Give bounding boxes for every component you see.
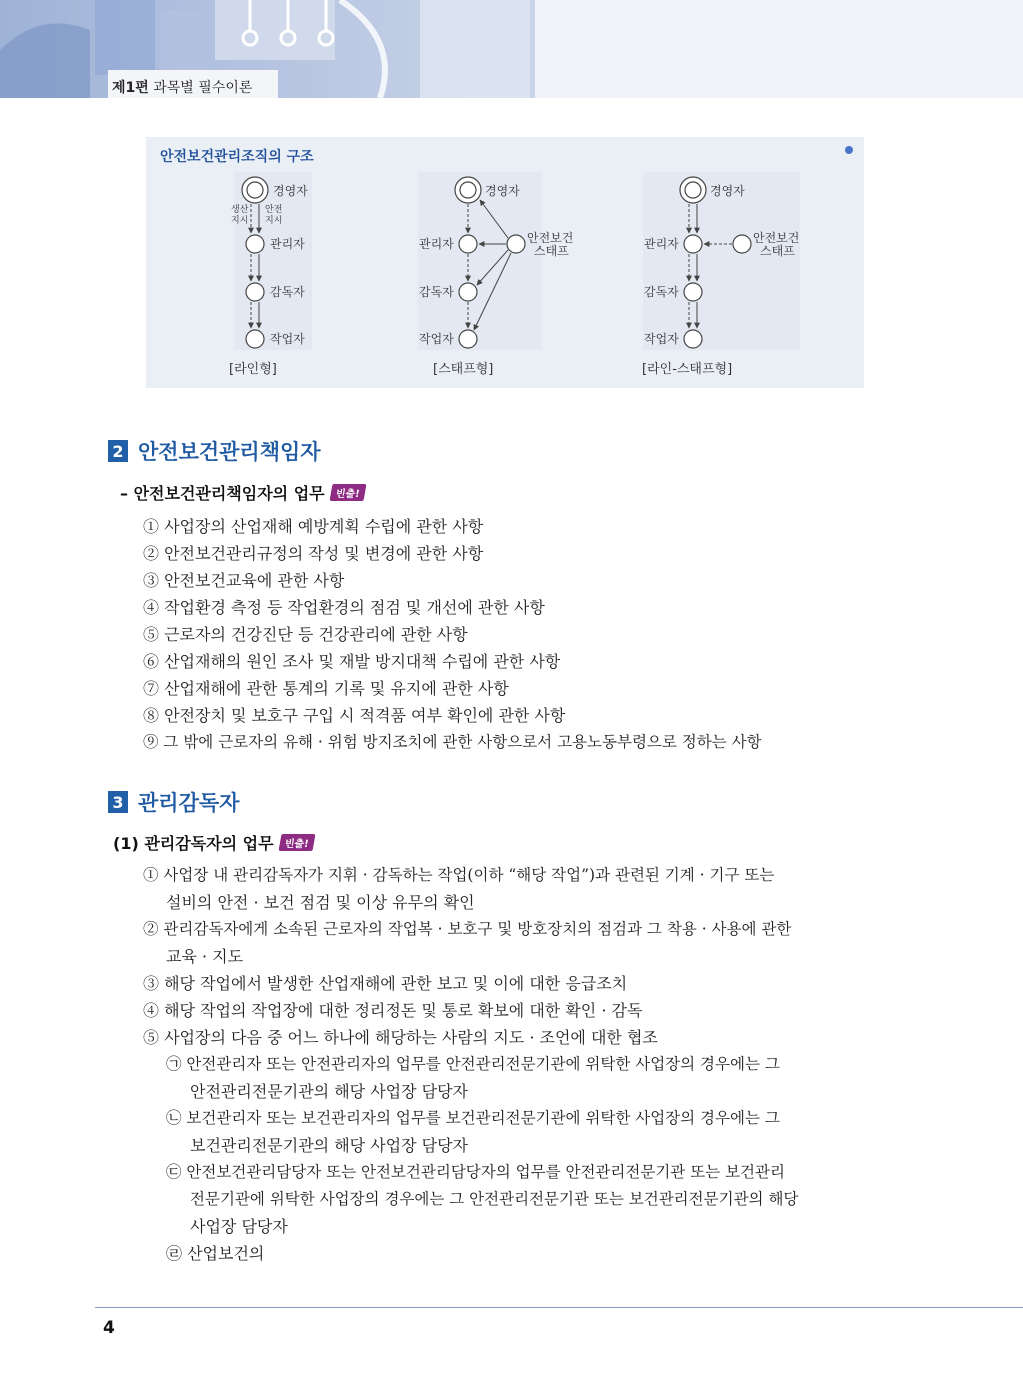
manager-node [459, 235, 477, 253]
s3-line-10: ㉡ 보건관리자 또는 보건관리자의 업무를 보건관리전문기관에 위탁한 사업장의 경우에는 그 [166, 1109, 780, 1127]
s2-item-8: ⑧ 안전장치 및 보호구 구입 시 적격품 여부 확인에 관한 사항 [143, 706, 566, 725]
s2-item-7: ⑦ 산업재해에 관한 통계의 기록 및 유지에 관한 사항 [143, 679, 509, 698]
staff-type-caption: [스태프형] [433, 362, 494, 377]
s3-line-13: 전문기관에 위탁한 사업장의 경우에는 그 안전관리전문기관 또는 보건관리전문기관의 해당 [190, 1190, 799, 1208]
diagram-title: 안전보건관리조직의 구조 [160, 149, 314, 165]
ls-staff-label-1: 안전보건 [753, 231, 800, 245]
worker-node [246, 330, 264, 348]
ls-manager-label: 관리자 [644, 237, 679, 251]
section-3-number: 3 [108, 791, 128, 813]
frequent-badge: 빈출! [278, 834, 315, 851]
section-2-subheading [120, 481, 365, 504]
supervisor-node [684, 283, 702, 301]
staff-worker-label: 작업자 [419, 332, 454, 346]
ls-worker-label: 작업자 [644, 332, 679, 346]
s3-line-1: ① 사업장 내 관리감독자가 지휘 · 감독하는 작업(이하 “해당 작업”)과 관련된 기계 · 기구 또는 [143, 866, 775, 884]
s2-item-3: ③ 안전보건교육에 관한 사항 [143, 571, 345, 590]
section-3-sub-title: (1) 관리감독자의 업무 [113, 834, 274, 853]
s3-line-4: 교육 · 지도 [166, 947, 244, 966]
section-2-number: 2 [108, 440, 128, 462]
s2-item-5: ⑤ 근로자의 건강진단 등 건강관리에 관한 사항 [143, 625, 468, 644]
s3-line-11: 보건관리전문기관의 해당 사업장 담당자 [190, 1136, 469, 1155]
staff-label-1: 안전보건 [527, 231, 574, 245]
page-number: 4 [103, 1318, 115, 1338]
manager-node [246, 235, 264, 253]
line-type-caption: [라인형] [229, 362, 277, 377]
s3-line-6: ④ 해당 작업의 작업장에 대한 정리정돈 및 통로 확보에 대한 확인 · 감독 [143, 1001, 643, 1020]
section-2-heading [108, 436, 321, 466]
supervisor-node [459, 283, 477, 301]
s3-line-3: ② 관리감독자에게 소속된 근로자의 작업복 · 보호구 및 방호장치의 점검과 그 착용 · 사용에 관한 [143, 920, 792, 938]
section-2-title: 안전보건관리책임자 [138, 440, 321, 464]
s2-item-2: ② 안전보건관리규정의 작성 및 변경에 관한 사항 [143, 544, 484, 563]
prod-cmd-label-2: 지시 [231, 216, 249, 226]
staff-node [507, 235, 525, 253]
section-3-subheading [113, 831, 313, 854]
s3-line-2: 설비의 안전 · 보건 점검 및 이상 유무의 확인 [166, 893, 475, 912]
s2-item-1: ① 사업장의 산업재해 예방계획 수립에 관한 사항 [143, 517, 484, 536]
s3-line-9: 안전관리전문기관의 해당 사업장 담당자 [190, 1082, 469, 1101]
line-ceo-label: 경영자 [273, 184, 308, 198]
staff-node [733, 235, 751, 253]
part-title: 과목별 필수이론 [153, 80, 253, 96]
line-staff-type-caption: [라인-스태프형] [642, 362, 733, 377]
s2-item-9: ⑨ 그 밖에 근로자의 유해 · 위험 방지조치에 관한 사항으로서 고용노동부령으로 정하는 사항 [143, 733, 762, 751]
header-part-label [112, 77, 252, 97]
worker-node [684, 330, 702, 348]
section-3-title: 관리감독자 [138, 791, 240, 815]
staff-supervisor-label: 감독자 [419, 285, 454, 299]
frequent-badge: 빈출! [329, 484, 366, 501]
section-2-sub-title: – 안전보건관리책임자의 업무 [120, 484, 325, 503]
safety-cmd-label-1: 안전 [265, 205, 283, 215]
s3-line-14: 사업장 담당자 [190, 1217, 288, 1236]
ls-staff-label-2: 스태프 [760, 244, 795, 258]
line-manager-label: 관리자 [270, 237, 305, 251]
line-worker-label: 작업자 [270, 332, 305, 346]
s3-line-8: ㉠ 안전관리자 또는 안전관리자의 업무를 안전관리전문기관에 위탁한 사업장의 경우에는 그 [166, 1055, 780, 1073]
line-type-diagram [229, 172, 312, 377]
s3-line-5: ③ 해당 작업에서 발생한 산업재해에 관한 보고 및 이에 대한 응급조치 [143, 974, 628, 993]
part-number: 제1편 [112, 80, 149, 96]
prod-cmd-label-1: 생산 [231, 205, 249, 215]
page-header [0, 0, 1023, 98]
s3-line-7: ⑤ 사업장의 다음 중 어느 하나에 해당하는 사람의 지도 · 조언에 대한 협조 [143, 1028, 658, 1047]
ls-supervisor-label: 감독자 [644, 285, 679, 299]
org-structure-diagram [146, 137, 864, 388]
staff-label-2: 스태프 [534, 244, 569, 258]
footer-divider [95, 1307, 1023, 1308]
line-supervisor-label: 감독자 [270, 285, 305, 299]
staff-manager-label: 관리자 [419, 237, 454, 251]
ls-ceo-label: 경영자 [710, 184, 745, 198]
s3-line-15: ㉣ 산업보건의 [166, 1244, 265, 1263]
staff-type-diagram [418, 172, 573, 377]
staff-ceo-label: 경영자 [485, 184, 520, 198]
safety-cmd-label-2: 지시 [265, 216, 283, 226]
supervisor-node [246, 283, 264, 301]
s2-item-4: ④ 작업환경 측정 등 작업환경의 점검 및 개선에 관한 사항 [143, 598, 545, 617]
section-3-heading [108, 787, 239, 817]
line-staff-type-diagram [642, 172, 800, 377]
s2-item-6: ⑥ 산업재해의 원인 조사 및 재발 방지대책 수립에 관한 사항 [143, 652, 561, 671]
manager-node [684, 235, 702, 253]
s3-line-12: ㉢ 안전보건관리담당자 또는 안전보건관리담당자의 업무를 안전관리전문기관 또는 보건관리 [166, 1163, 785, 1181]
worker-node [459, 330, 477, 348]
